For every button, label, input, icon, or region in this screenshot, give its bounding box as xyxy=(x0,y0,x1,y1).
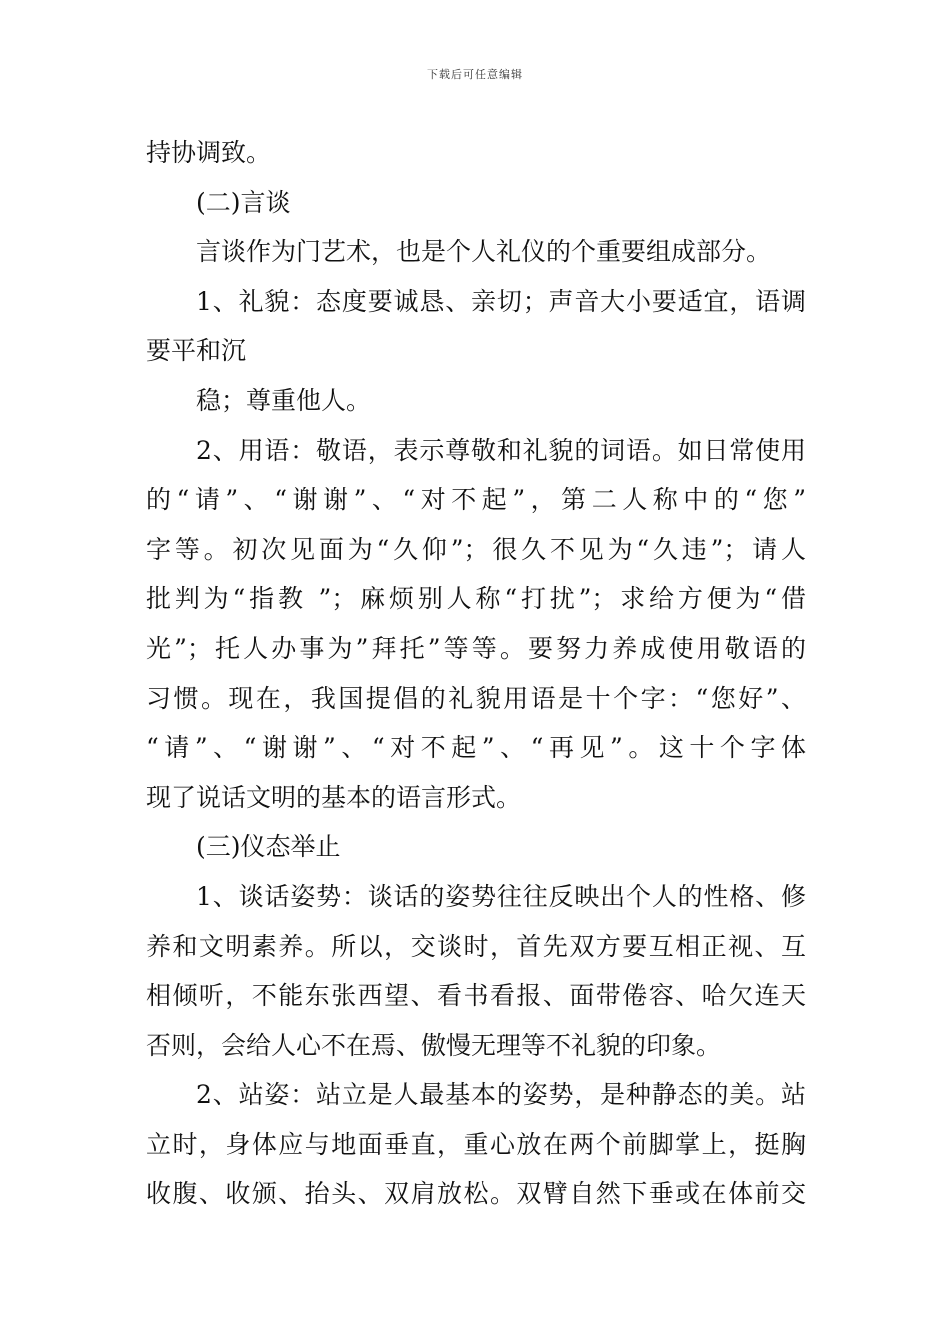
text-line: 要平和沉 xyxy=(146,336,247,366)
text-line: 2、站姿：站立是人最基本的姿势，是种静态的美。站 xyxy=(196,1080,806,1110)
text-line: 立时，身体应与地面垂直，重心放在两个前脚掌上，挺胸 xyxy=(146,1129,806,1159)
text-line: 收腹、收颁、抬头、双肩放松。双臂自然下垂或在体前交 xyxy=(146,1179,806,1209)
text-line: 1、谈话姿势：谈话的姿势往往反映出个人的性格、修 xyxy=(196,881,806,911)
section-heading: (二)言谈 xyxy=(196,187,291,217)
text-line: 稳；尊重他人。 xyxy=(196,385,372,415)
text-line: 言谈作为门艺术，也是个人礼仪的个重要组成部分。 xyxy=(196,237,772,267)
text-line: 相倾听，不能东张西望、看书看报、面带倦容、哈欠连天 xyxy=(146,981,806,1011)
text-line: 1、礼貌：态度要诚恳、亲切；声音大小要适宜，语调 xyxy=(196,286,806,316)
section-heading: (三)仪态举止 xyxy=(196,832,341,862)
text-line: 字等。初次见面为“久仰”；很久不见为“久违”；请人 xyxy=(146,534,806,564)
page-header: 下载后可任意编辑 xyxy=(427,68,523,81)
text-line: 的“请”、“谢谢”、“对不起”，第二人称中的“您” xyxy=(146,485,806,515)
text-line: 2、用语：敬语，表示尊敬和礼貌的词语。如日常使用 xyxy=(196,435,806,465)
text-line: 持协调致。 xyxy=(146,138,272,167)
text-line: 光”；托人办事为”拜托”等等。要努力养成使用敬语的 xyxy=(146,633,806,663)
text-line: 否则，会给人心不在焉、傲慢无理等不礼貌的印象。 xyxy=(146,1030,722,1060)
text-line: 现了说话文明的基本的语言形式。 xyxy=(146,782,522,812)
text-line: 批判为“指教 ”；麻烦别人称“打扰”；求给方便为“借 xyxy=(146,584,806,614)
text-line: 养和文明素养。所以，交谈时，首先双方要互相正视、互 xyxy=(146,931,806,961)
text-line: “请”、“谢谢”、“对不起”、“再见”。这十个字体 xyxy=(146,733,806,763)
document-body xyxy=(146,128,806,1219)
text-line: 习惯。现在，我国提倡的礼貌用语是十个字：“您好”、 xyxy=(146,683,806,713)
